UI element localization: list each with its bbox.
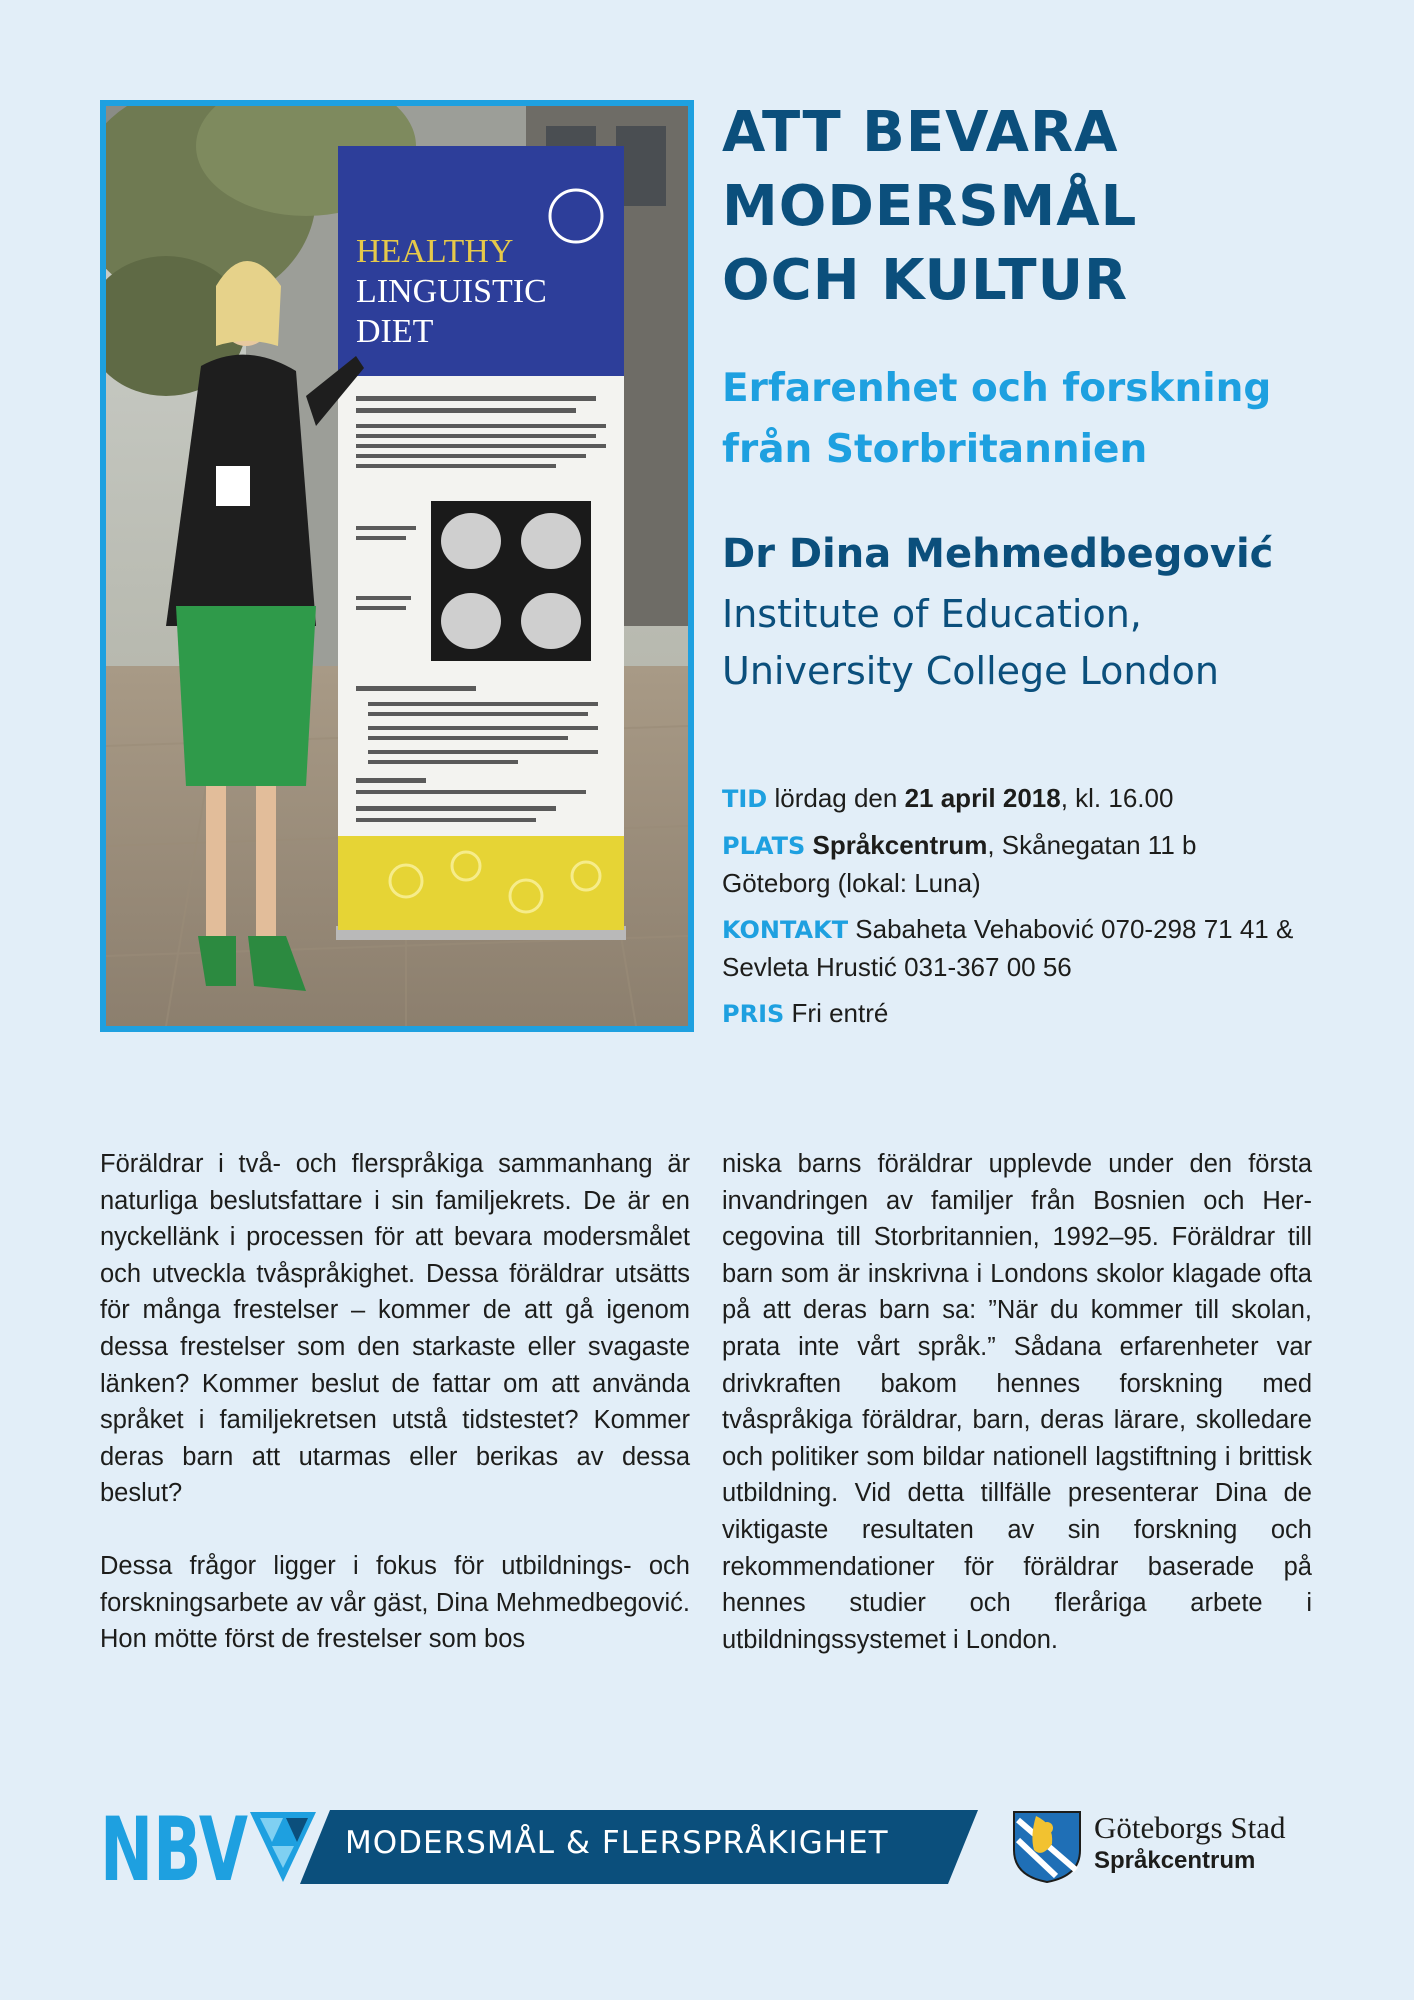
contact-line-1: Sabaheta Vehabović 070-298 71 41 & — [855, 914, 1294, 944]
body-column-left — [100, 1146, 690, 1658]
footer — [100, 1806, 1330, 1886]
time-pre: lördag den — [774, 783, 905, 813]
title-line-3: OCH KULTUR — [722, 248, 1129, 313]
info-place — [722, 827, 1402, 902]
price-value: Fri entré — [791, 998, 889, 1028]
organization-name: Göteborgs Stad — [1094, 1810, 1286, 1845]
subtitle-line-2: från Storbritannien — [722, 427, 1148, 472]
event-title — [722, 96, 1382, 318]
affiliation-line-1: Institute of Education, — [722, 592, 1142, 636]
place-label: PLATS — [722, 832, 806, 860]
event-info — [722, 780, 1402, 1042]
info-price — [722, 995, 1402, 1033]
event-subtitle — [722, 358, 1402, 480]
contact-label: KONTAKT — [722, 916, 849, 944]
banner-title-line-1: HEALTHY — [356, 233, 514, 270]
photo-illustration — [106, 106, 688, 1026]
info-contact — [722, 911, 1402, 986]
time-label: TID — [722, 785, 768, 813]
body-column-right — [722, 1146, 1312, 1658]
title-line-2: MODERSMÅL — [722, 174, 1138, 239]
price-label: PRIS — [722, 1000, 785, 1028]
organization-unit: Språkcentrum — [1094, 1847, 1256, 1874]
footer-banner-text: MODERSMÅL & FLERSPRÅKIGHET — [345, 1825, 889, 1861]
body-paragraph-1: Föräldrar i två- och flerspråkiga sammanhang är naturliga beslutsfattare i sin familjekrets. De är en nyckellänk i processen för att bevara modersmålet och utveckla tvåspråkighet. Dessa föräldrar utsätts för många frestelser – kommer de att gå igenom dessa frestelser som den starkaste eller svagaste länken? Kommer beslut de fattar om att använda språket i familjekretsen utstå tidstestet? Kommer deras barn att utarmas eller berikas av dessa beslut? — [100, 1150, 690, 1508]
place-line-2: Göteborg (lokal: Luna) — [722, 868, 981, 898]
goteborg-crest-icon — [1012, 1810, 1082, 1884]
place-address: , Skånegatan 11 b — [987, 830, 1197, 860]
speaker-affiliation — [722, 586, 1402, 700]
nbv-logo-text: NBV — [100, 1808, 248, 1884]
banner-title-line-2: LINGUISTIC — [356, 273, 547, 310]
time-post: , kl. 16.00 — [1060, 783, 1174, 813]
speaker-name: Dr Dina Mehmedbegović — [722, 531, 1274, 577]
nbv-logo — [100, 1808, 316, 1884]
contact-line-2: Sevleta Hrustić 031-367 00 56 — [722, 952, 1072, 982]
title-line-1: ATT BEVARA — [722, 100, 1119, 165]
event-photo — [100, 100, 694, 1032]
banner-title-line-3: DIET — [356, 313, 434, 350]
body-paragraph-2: Dessa frågor ligger i fokus för utbildnings- och forskningsarbete av vår gäst, Dina Mehmedbegović. Hon mötte först de frestelser som bos — [100, 1551, 690, 1654]
subtitle-line-1: Erfarenhet och forskning — [722, 366, 1272, 411]
affiliation-line-2: University College London — [722, 649, 1219, 693]
time-date: 21 april 2018 — [904, 783, 1061, 813]
info-time — [722, 780, 1402, 818]
place-venue: Språkcentrum — [812, 830, 988, 860]
body-paragraph-3: niska barns föräldrar upplevde under den första invandringen av familjer från Bosnien och Hercegovina till Storbritannien, 1992–95. Föräldrar till barn som är inskrivna i Londons skolor klagade ofta på att deras barn sa: ”När du kommer till skolan, prata inte vårt språk.” Sådana erfarenheter var drivkraften bakom hennes forskning med tvåspråkiga föräldrar, barn, deras lärare, skolledare och politiker som bildar nationell lagstiftning i brittisk utbildning. Vid detta tillfälle presenterar Dina de viktigaste resultaten av sin forskning och rekommendationer för föräldrar baserade på hennes studier och fleråriga arbete i utbildningssystemet i London. — [722, 1150, 1312, 1654]
